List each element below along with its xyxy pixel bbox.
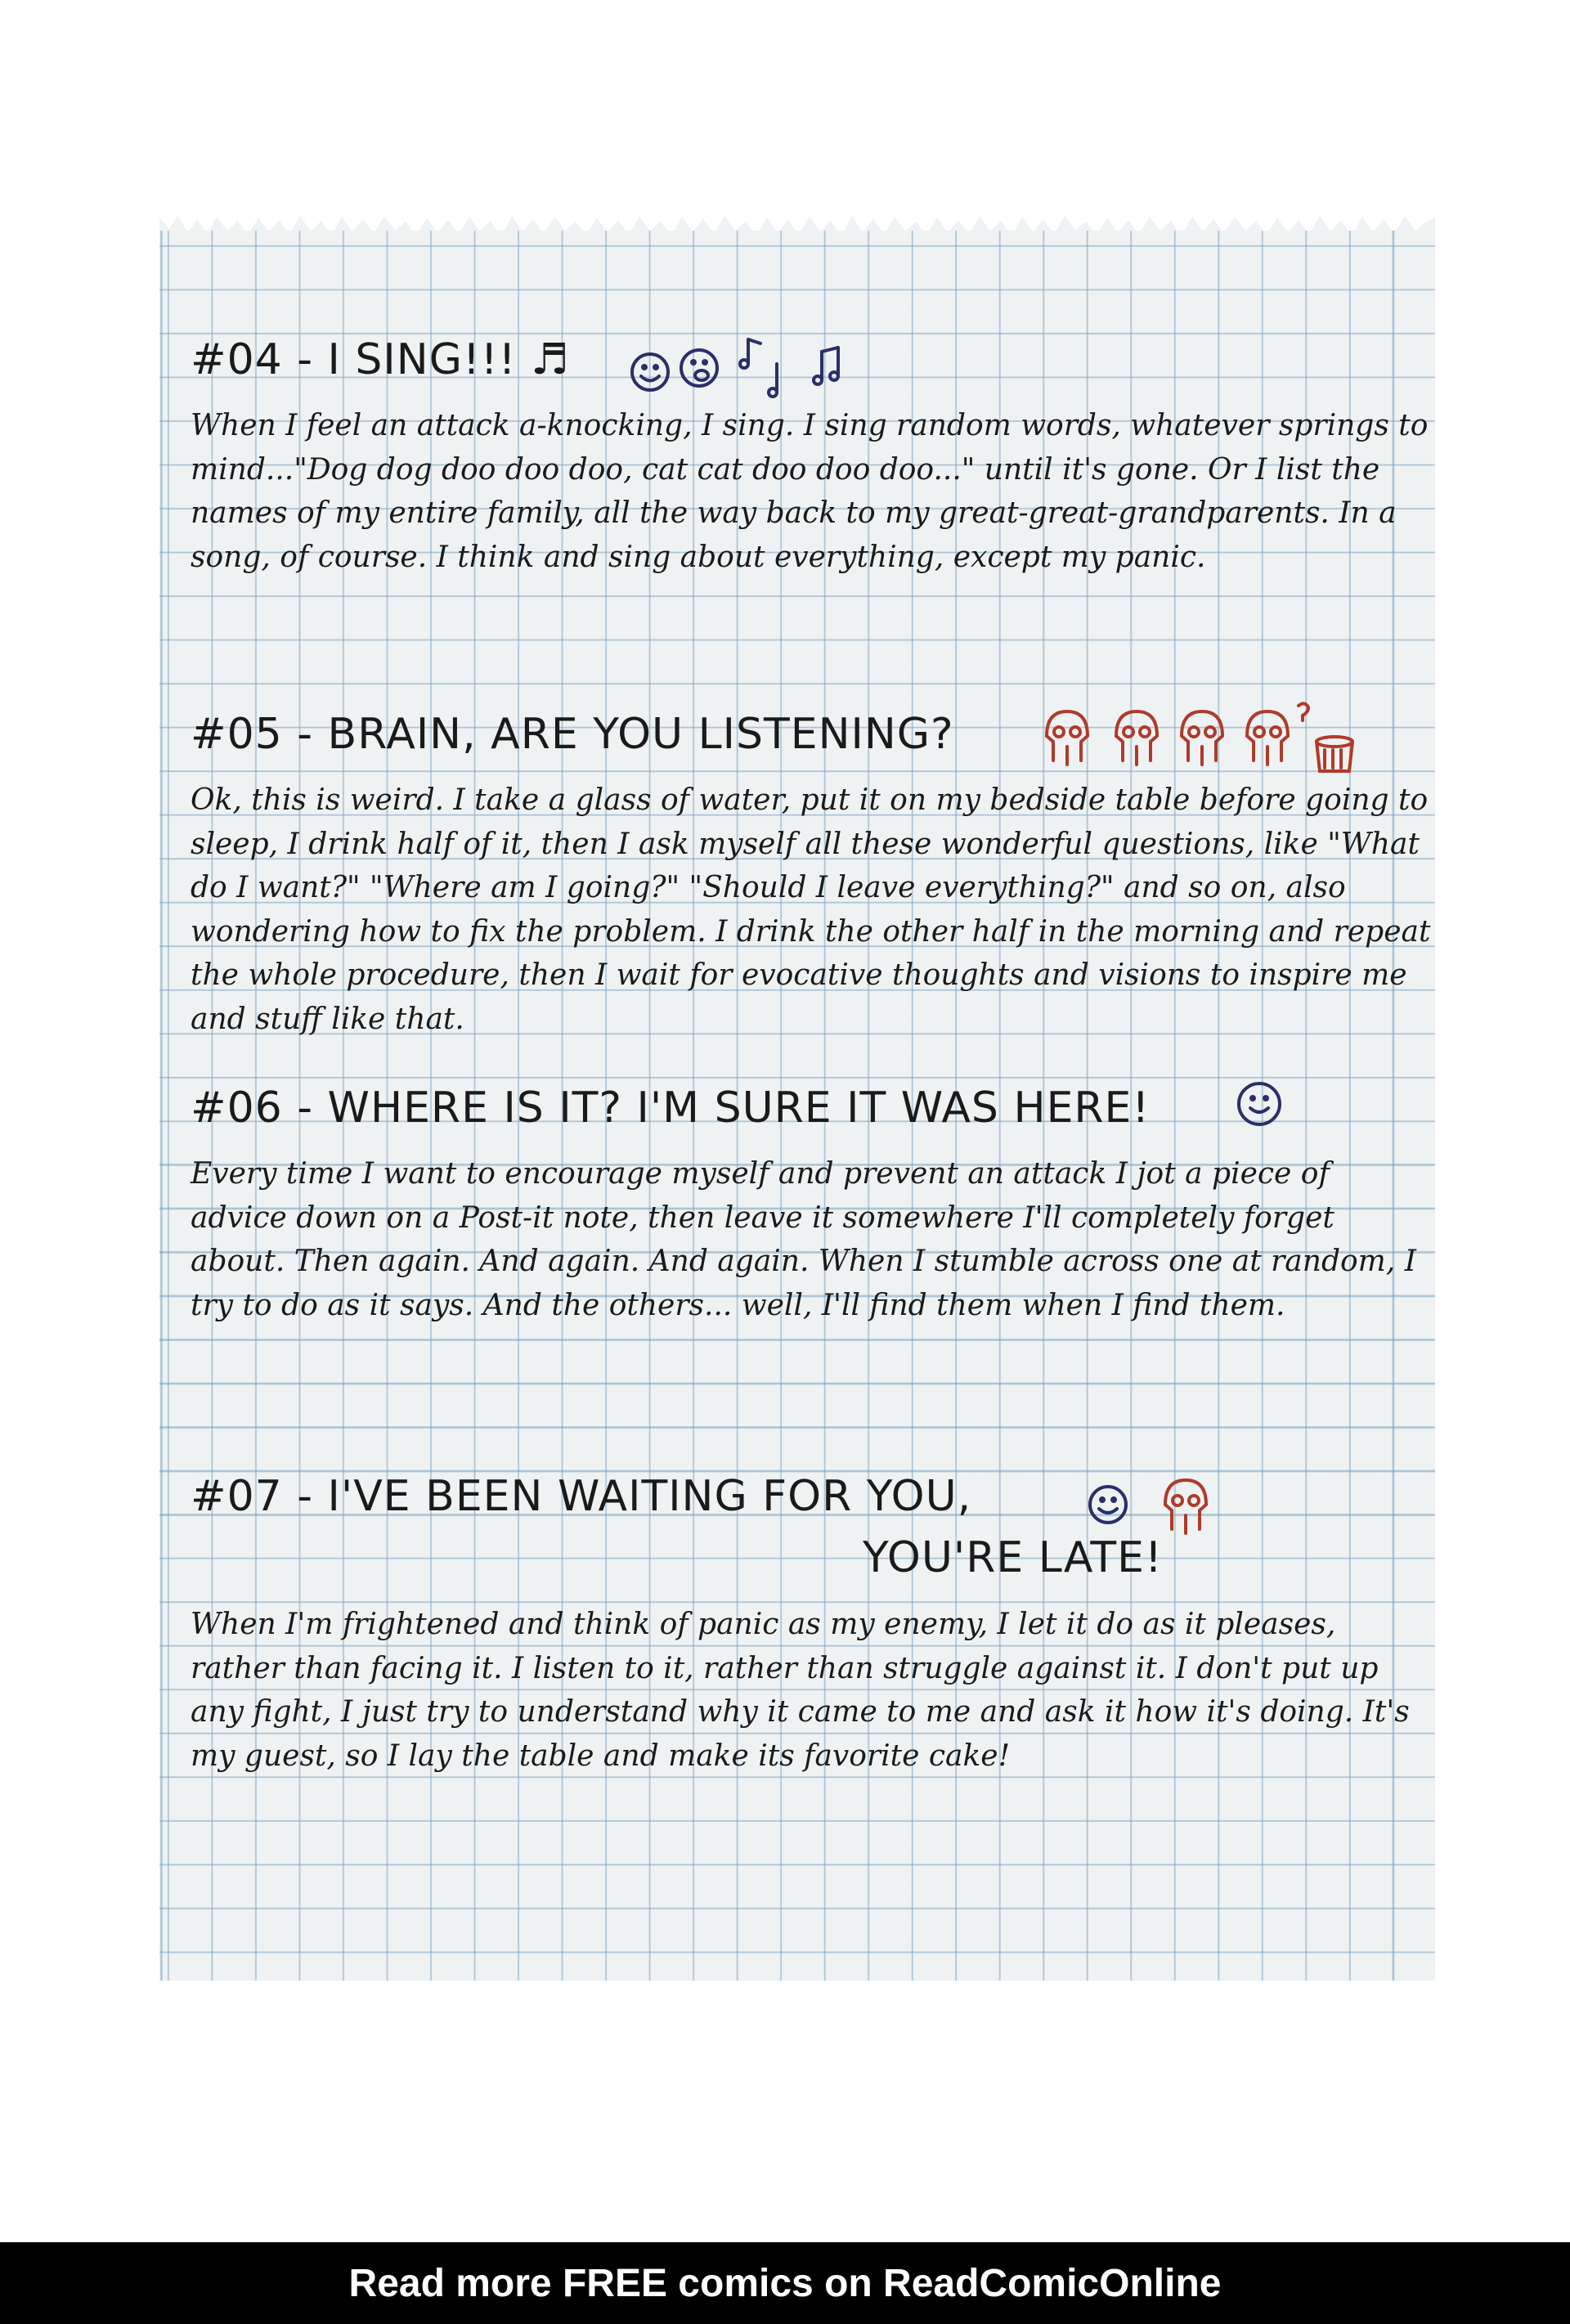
- entry-07: [191, 1472, 1433, 1521]
- glass-icon: [1317, 737, 1352, 771]
- skull-icon: [1165, 1480, 1206, 1533]
- entry-07-title-text: #07 - I'VE BEEN WAITING FOR YOU,: [191, 1472, 972, 1521]
- skulls-doodle: [1038, 699, 1366, 789]
- entry-06-body: Every time I want to encourage myself and prevent an attack I jot a piece of advice down on a Post-it note, then leave it somewhere I'll completely forget about. Then again. And again. And again. When I stumble across one at random, I try to do as it says. And the others... well, I'll find them when I find them.: [191, 1157, 1416, 1322]
- entry-05-body: Ok, this is weird. I take a glass of water, put it on my bedside table before going to sleep, I drink half of it, then I ask myself all these wonderful questions, like "What do I want?" "Where am I going?" "Should I leave everything?" and so on, also wondering how to fix the problem. I drink the other half in the morning and repeat the whole procedure, then I wait for evocative thoughts and visions to inspire me and stuff like that.: [191, 783, 1431, 1036]
- smiley-face-icon: [1231, 1075, 1288, 1133]
- skull-icon: [1116, 711, 1157, 765]
- footer-link-text[interactable]: Read more FREE comics on ReadComicOnline: [348, 2261, 1222, 2305]
- entry-07-title-line2: YOU'RE LATE!: [863, 1533, 1163, 1582]
- entry-04-title-text: #04 - I SING!!! ♬: [191, 335, 570, 384]
- footer-banner[interactable]: [0, 2242, 1570, 2324]
- skull-icon: [1247, 711, 1288, 765]
- smiley-face-icon: [632, 354, 668, 390]
- smiley-face-icon: [1090, 1487, 1126, 1523]
- entry-07-title: [191, 1472, 1433, 1521]
- entry-07-body: When I'm frightened and think of panic as my enemy, I let it do as it pleases, rather than facing it. I listen to it, rather than struggle against it. I don't put up any fight, I just try to understand why it came to me and ask it how it's doing. It's my guest, so I lay the table and make its favorite cake!: [191, 1608, 1410, 1773]
- question-mark-icon: [1299, 703, 1308, 720]
- smiley-and-skull-doodle: [1079, 1464, 1227, 1546]
- entry-07-body-wrap: [191, 1603, 1433, 1778]
- music-note-icon: [748, 339, 760, 364]
- skull-icon: [1047, 711, 1088, 765]
- entry-04-body: When I feel an attack a-knocking, I sing. I sing random words, whatever springs to mind..."Dog dog doo doo doo, cat cat doo doo doo..." until it's gone. Or I list the names of my entire family, all the way back to my great-great-grandparents. In a song, of course. I think and sing about everything, except my panic.: [191, 409, 1429, 574]
- singing-faces-doodle: [630, 331, 859, 405]
- entry-05-title-text: #05 - BRAIN, ARE YOU LISTENING?: [191, 710, 954, 759]
- skull-icon: [1182, 711, 1222, 765]
- entry-06-title-text: #06 - WHERE IS IT? I'M SURE IT WAS HERE!: [191, 1083, 1151, 1133]
